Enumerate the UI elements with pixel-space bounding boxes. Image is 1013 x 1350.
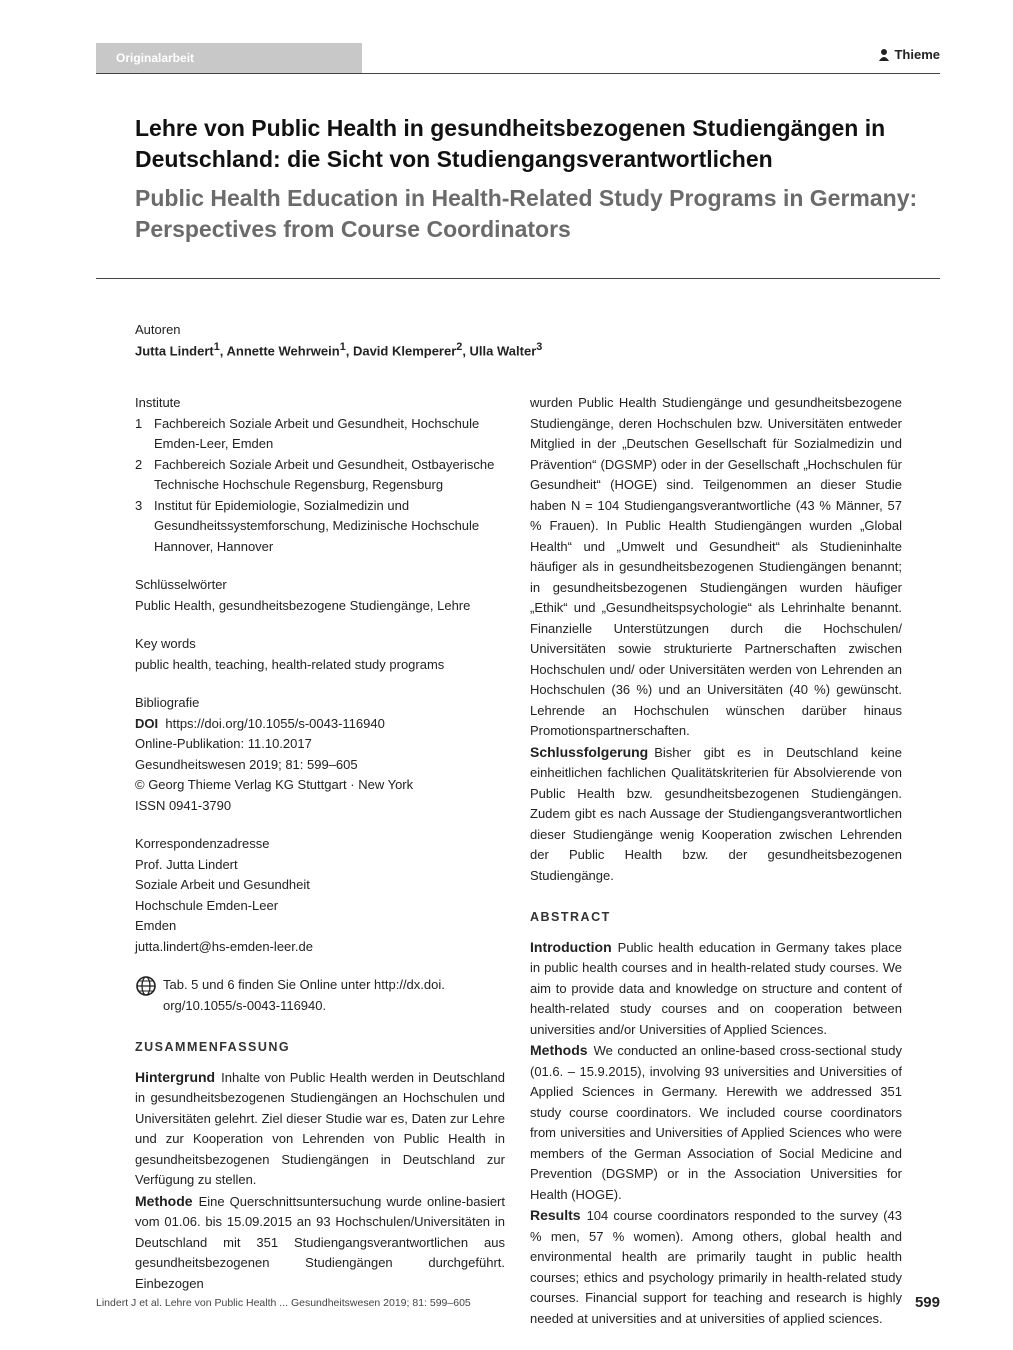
zusammenfassung-methode [135, 1191, 505, 1295]
copyright-line: © Georg Thieme Verlag KG Stuttgart · New York [135, 777, 414, 792]
header-divider [96, 73, 940, 74]
title-english: Public Health Education in Health-Related Study Programs in Germany: Perspectives from Course Coordinators [135, 185, 918, 242]
abstract-introduction [530, 937, 902, 1041]
results-text: 104 course coordinators responded to the survey (43 % men, 57 % women). Among others, global health and environmental health are primarily taught in public health courses; ethics and psychology primarily in health-related study courses. Financial support for teaching and research is highly needed at universities and at universities of applied sciences. [530, 1208, 902, 1326]
category-tab: Originalarbeit [96, 43, 362, 73]
methods-label: Methods [530, 1042, 588, 1058]
abstract-heading: ABSTRACT [530, 910, 611, 924]
correspondence-line: Hochschule Emden-Leer [135, 897, 279, 913]
correspondence-email[interactable]: jutta.lindert@hs-emden-leer.de [135, 938, 313, 954]
author-name: Annette Wehrwein [226, 343, 340, 359]
zusammenfassung-heading: ZUSAMMENFASSUNG [135, 1040, 291, 1054]
zusammenfassung-schluss [530, 742, 902, 887]
methods-text: We conducted an online-based cross-sectional study (01.6. – 15.9.2015), involving 93 universities and Universities of Applied Sciences in Germany. Herewith we addressed 351 study course coordinators. We included course coordinators from universities and Universities of Applied Sciences who were members of the German Association of Social Medicine and Prevention (DGSMP) or in the Association Universities for Health (HOGE). [530, 1043, 902, 1202]
bibliography-label: Bibliografie [135, 695, 200, 710]
correspondence-line: Emden [135, 918, 177, 933]
keywords-en-label: Key words [135, 636, 196, 651]
methode-label: Methode [135, 1192, 193, 1209]
results-label: Results [530, 1207, 581, 1223]
author-name: David Klemperer [352, 343, 457, 359]
abstract-methods [530, 1040, 902, 1205]
hintergrund-text: Inhalte von Public Health werden in Deutschland in gesundheitsbezogenen Studiengängen an Hochschulen und Universitäten gelehrt. Ziel dieser Studie war es, Daten zur Lehre und zur Kooperation von Lehrenden von Public Health in gesundheitsbezogenen Studiengängen in Deutschland zur Verfügung zu stellen. [135, 1069, 505, 1187]
author-name: Jutta Lindert [135, 343, 214, 359]
correspondence-line: Prof. Jutta Lindert [135, 856, 238, 872]
methode-text: Eine Querschnittsuntersuchung wurde online-basiert vom 01.06. bis 15.09.2015 an 93 Hochschulen/Universitäten in Deutschland mit 351 Studiengangsverantwortlichen aus gesundheitsbezogenen Studiengängen durchgeführt. Einbezogen [135, 1193, 505, 1291]
right-column [530, 393, 902, 1329]
author-affiliation: 1 [213, 341, 220, 353]
institute-text: Fachbereich Soziale Arbeit und Gesundheit, Hochschule Emden-Leer, Emden [154, 415, 480, 451]
supplement-note [135, 975, 505, 1016]
institutes-section [135, 393, 505, 1294]
institute-number: 3 [135, 497, 143, 513]
institute-text: Institut für Epidemiologie, Sozialmedizin und Gesundheitssystemforschung, Medizinische Hochschule Hannover, Hannover [154, 497, 480, 554]
doi-link[interactable]: https://doi.org/10.1055/s-0043-116940 [165, 715, 385, 731]
journal-reference: Gesundheitswesen 2019; 81: 599–605 [135, 756, 358, 772]
author-name: Ulla Walter [469, 343, 537, 359]
author-affiliation: 3 [536, 341, 543, 353]
schluss-label: Schlussfolgerung [530, 743, 649, 760]
thieme-logo-icon [878, 48, 890, 62]
author-affiliation: 2 [456, 341, 463, 353]
title-german: Lehre von Public Health in gesundheitsbezogenen Studiengängen in Deutschland: die Sicht von Studiengangsverantwortlichen [135, 115, 886, 172]
title-divider [96, 278, 940, 279]
publisher-name: Thieme [894, 47, 940, 62]
publisher-logo [878, 47, 940, 62]
institutes-label: Institute [135, 395, 181, 410]
footer-citation: Lindert J et al. Lehre von Public Health ... Gesundheitswesen 2019; 81: 599–605 [96, 1297, 471, 1309]
author-affiliation: 1 [339, 341, 346, 353]
institute-item [135, 455, 505, 496]
globe-icon [135, 975, 157, 997]
introduction-text: Public health education in Germany takes place in public health courses and in health-related study courses. We aim to provide data and knowledge on structure and content of health-related study courses and on cooperation between universities and/or Universities of Applied Sciences. [530, 939, 902, 1037]
correspondence-label: Korrespondenzadresse [135, 836, 270, 851]
institute-number: 2 [135, 456, 143, 472]
abstract-results [530, 1205, 902, 1329]
zusammenfassung-hintergrund [135, 1067, 505, 1191]
keywords-en-text: public health, teaching, health-related study programs [135, 656, 445, 672]
institute-item [135, 414, 505, 455]
hintergrund-label: Hintergrund [135, 1068, 216, 1085]
schluss-text: Bisher gibt es in Deutschland keine einheitlichen fachlichen Qualitätskriterien für Absolvierende von Public Health bzw. gesundheitsbezogenen Studiengängen. Zudem gibt es nach Aussage der Studiengangsverantwortlichen dieser Studiengänge wenig Kooperation zwischen Lehrenden der Public Health bzw. der gesundheitsbezogenen Studiengänge. [530, 744, 902, 883]
introduction-label: Introduction [530, 938, 612, 955]
authors-list: Jutta Lindert$^1$, Annette Wehrwein$^1$, David Klemperer$^2$, Ulla Walter$^3$ [135, 341, 543, 359]
institute-number: 1 [135, 415, 143, 431]
doi-line [135, 714, 505, 735]
keywords-de-text: Public Health, gesundheitsbezogene Studiengänge, Lehre [135, 597, 471, 613]
institute-item [135, 496, 505, 558]
correspondence-line: Soziale Arbeit und Gesundheit [135, 877, 310, 892]
supplement-line[interactable]: org/10.1055/s-0043-116940. [163, 997, 327, 1013]
institute-text: Fachbereich Soziale Arbeit und Gesundheit, Ostbayerische Technische Hochschule Regensburg, Regensburg [154, 456, 495, 492]
supplement-line[interactable]: Tab. 5 und 6 finden Sie Online unter http://dx.doi. [163, 977, 445, 992]
doi-label: DOI [135, 715, 159, 731]
methode-continued: wurden Public Health Studiengänge und gesundheitsbezogene Studiengänge, deren Hochschulen bzw. Universitäten entweder Mitglied in der „Deutschen Gesellschaft für Sozialmedizin und Prävention“ (DGSMP) oder in der Gesellschaft „Hochschulen für Gesundheit“ (HOGE) sind. Teilgenommen an dieser Studie haben N = 104 Studiengangsverantwortliche (43 % Männer, 57 % Frauen). In Public Health Studiengängen wurden „Global Health“ und „Umwelt und Gesundheit“ als Studieninhalte häufiger als in gesundheitsbezogenen Studiengängen benannt; in gesundheitsbezogenen Studiengängen wurden häufiger „Ethik“ und „Gesundheitspsychologie“ als Lehrinhalte benannt. Finanzielle Unterstützungen durch die Hochschulen/ Universitäten sowie strukturierte Partnerschaften zwischen Hochschulen und/ oder Universitäten werden von Lehrenden an Hochschulen (36 %) und an Universitäten (40 %) gewünscht. Lehrende an Hochschulen wünschen darüber hinaus Promotionspartnerschaften. [530, 395, 902, 738]
keywords-de-label: Schlüsselwörter [135, 577, 227, 592]
authors-label: Autoren [135, 322, 181, 337]
online-publication: Online-Publikation: 11.10.2017 [135, 736, 312, 751]
issn-line: ISSN 0941-3790 [135, 797, 232, 813]
page-number: 599 [914, 1294, 940, 1311]
